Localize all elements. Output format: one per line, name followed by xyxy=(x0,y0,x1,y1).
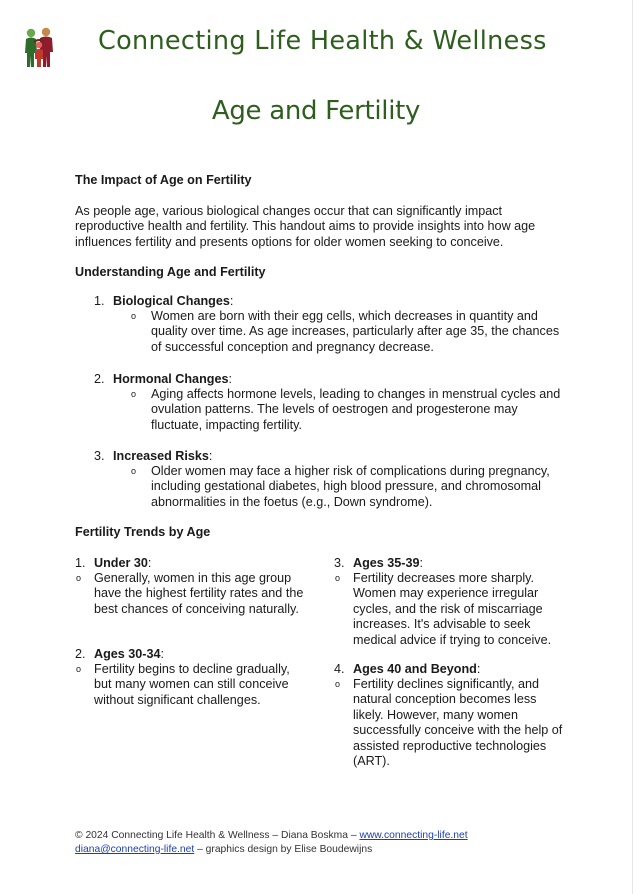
list-label: Hormonal Changes: xyxy=(113,372,232,386)
email-link[interactable]: diana@connecting-life.net xyxy=(75,844,195,855)
trend-text: Fertility begins to decline gradually, but many women can still conceive without significant challenges. xyxy=(94,662,290,707)
footer-line-1 xyxy=(75,829,468,843)
list-subitem: o Older women may face a higher risk of complications during pregnancy, including gestational diabetes, high blood pressure, and chromosomal abnormalities in the foetus (e.g., Down syndrome). xyxy=(131,464,550,509)
list-number: 3. xyxy=(334,556,345,570)
circle-bullet-icon: o xyxy=(76,664,82,674)
list-number: 3. xyxy=(94,449,105,463)
section-heading-impact: The Impact of Age on Fertility xyxy=(75,173,252,187)
circle-bullet-icon: o xyxy=(76,573,82,583)
page-footer xyxy=(75,829,468,857)
section-heading-understanding: Understanding Age and Fertility xyxy=(75,265,266,279)
circle-bullet-icon: o xyxy=(131,389,137,399)
list-label: Biological Changes: xyxy=(113,294,234,308)
list-number: 1. xyxy=(94,294,105,308)
credit-text: – graphics design by Elise Boudewijns xyxy=(194,844,373,855)
list-label: Ages 40 and Beyond: xyxy=(353,662,481,676)
footer-line-2 xyxy=(75,843,468,857)
brand-name: Connecting Life Health & Wellness xyxy=(98,26,547,56)
circle-bullet-icon: o xyxy=(335,573,341,583)
list-label: Increased Risks: xyxy=(113,449,213,463)
list-number: 4. xyxy=(334,662,345,676)
list-label: Under 30: xyxy=(94,556,152,570)
document-title: Age and Fertility xyxy=(211,96,421,126)
family-logo-icon xyxy=(22,26,56,68)
trend-text: Fertility declines significantly, and natural conception becomes less likely. However, many women successfully conceive with the help of assisted reproductive technologies (ART). xyxy=(353,677,563,769)
circle-bullet-icon: o xyxy=(131,466,137,476)
list-number: 1. xyxy=(75,556,86,570)
list-number: 2. xyxy=(75,647,86,661)
list-subitem: o Women are born with their egg cells, which decreases in quantity and quality over time. As age increases, particularly after age 35, the chances of successful conception and pregnancy decrease. xyxy=(131,309,560,354)
list-label: Ages 30-34: xyxy=(94,647,165,661)
trend-text: Fertility decreases more sharply. Women may experience irregular cycles, and the risk of miscarriage increases. It's advisable to seek medical advice if trying to conceive. xyxy=(353,571,552,647)
section-heading-trends: Fertility Trends by Age xyxy=(75,525,211,539)
circle-bullet-icon: o xyxy=(335,679,341,689)
website-link[interactable]: www.connecting-life.net xyxy=(359,830,468,841)
copyright-text: © 2024 Connecting Life Health & Wellness – Diana Boskma – xyxy=(75,830,360,841)
list-subitem: o Aging affects hormone levels, leading to changes in menstrual cycles and ovulation patterns. The levels of oestrogen and progesterone may fluctuate, impacting fertility. xyxy=(131,387,561,432)
list-number: 2. xyxy=(94,372,105,386)
list-label: Ages 35-39: xyxy=(353,556,424,570)
circle-bullet-icon: o xyxy=(131,311,137,321)
trend-text: Generally, women in this age group have the highest fertility rates and the best chances of conceiving naturally. xyxy=(94,571,304,616)
intro-paragraph: As people age, various biological changes occur that can significantly impact reproductive health and fertility. This handout aims to provide insights into how age influences fertility and presents options for older women seeking to conceive. xyxy=(75,204,536,249)
